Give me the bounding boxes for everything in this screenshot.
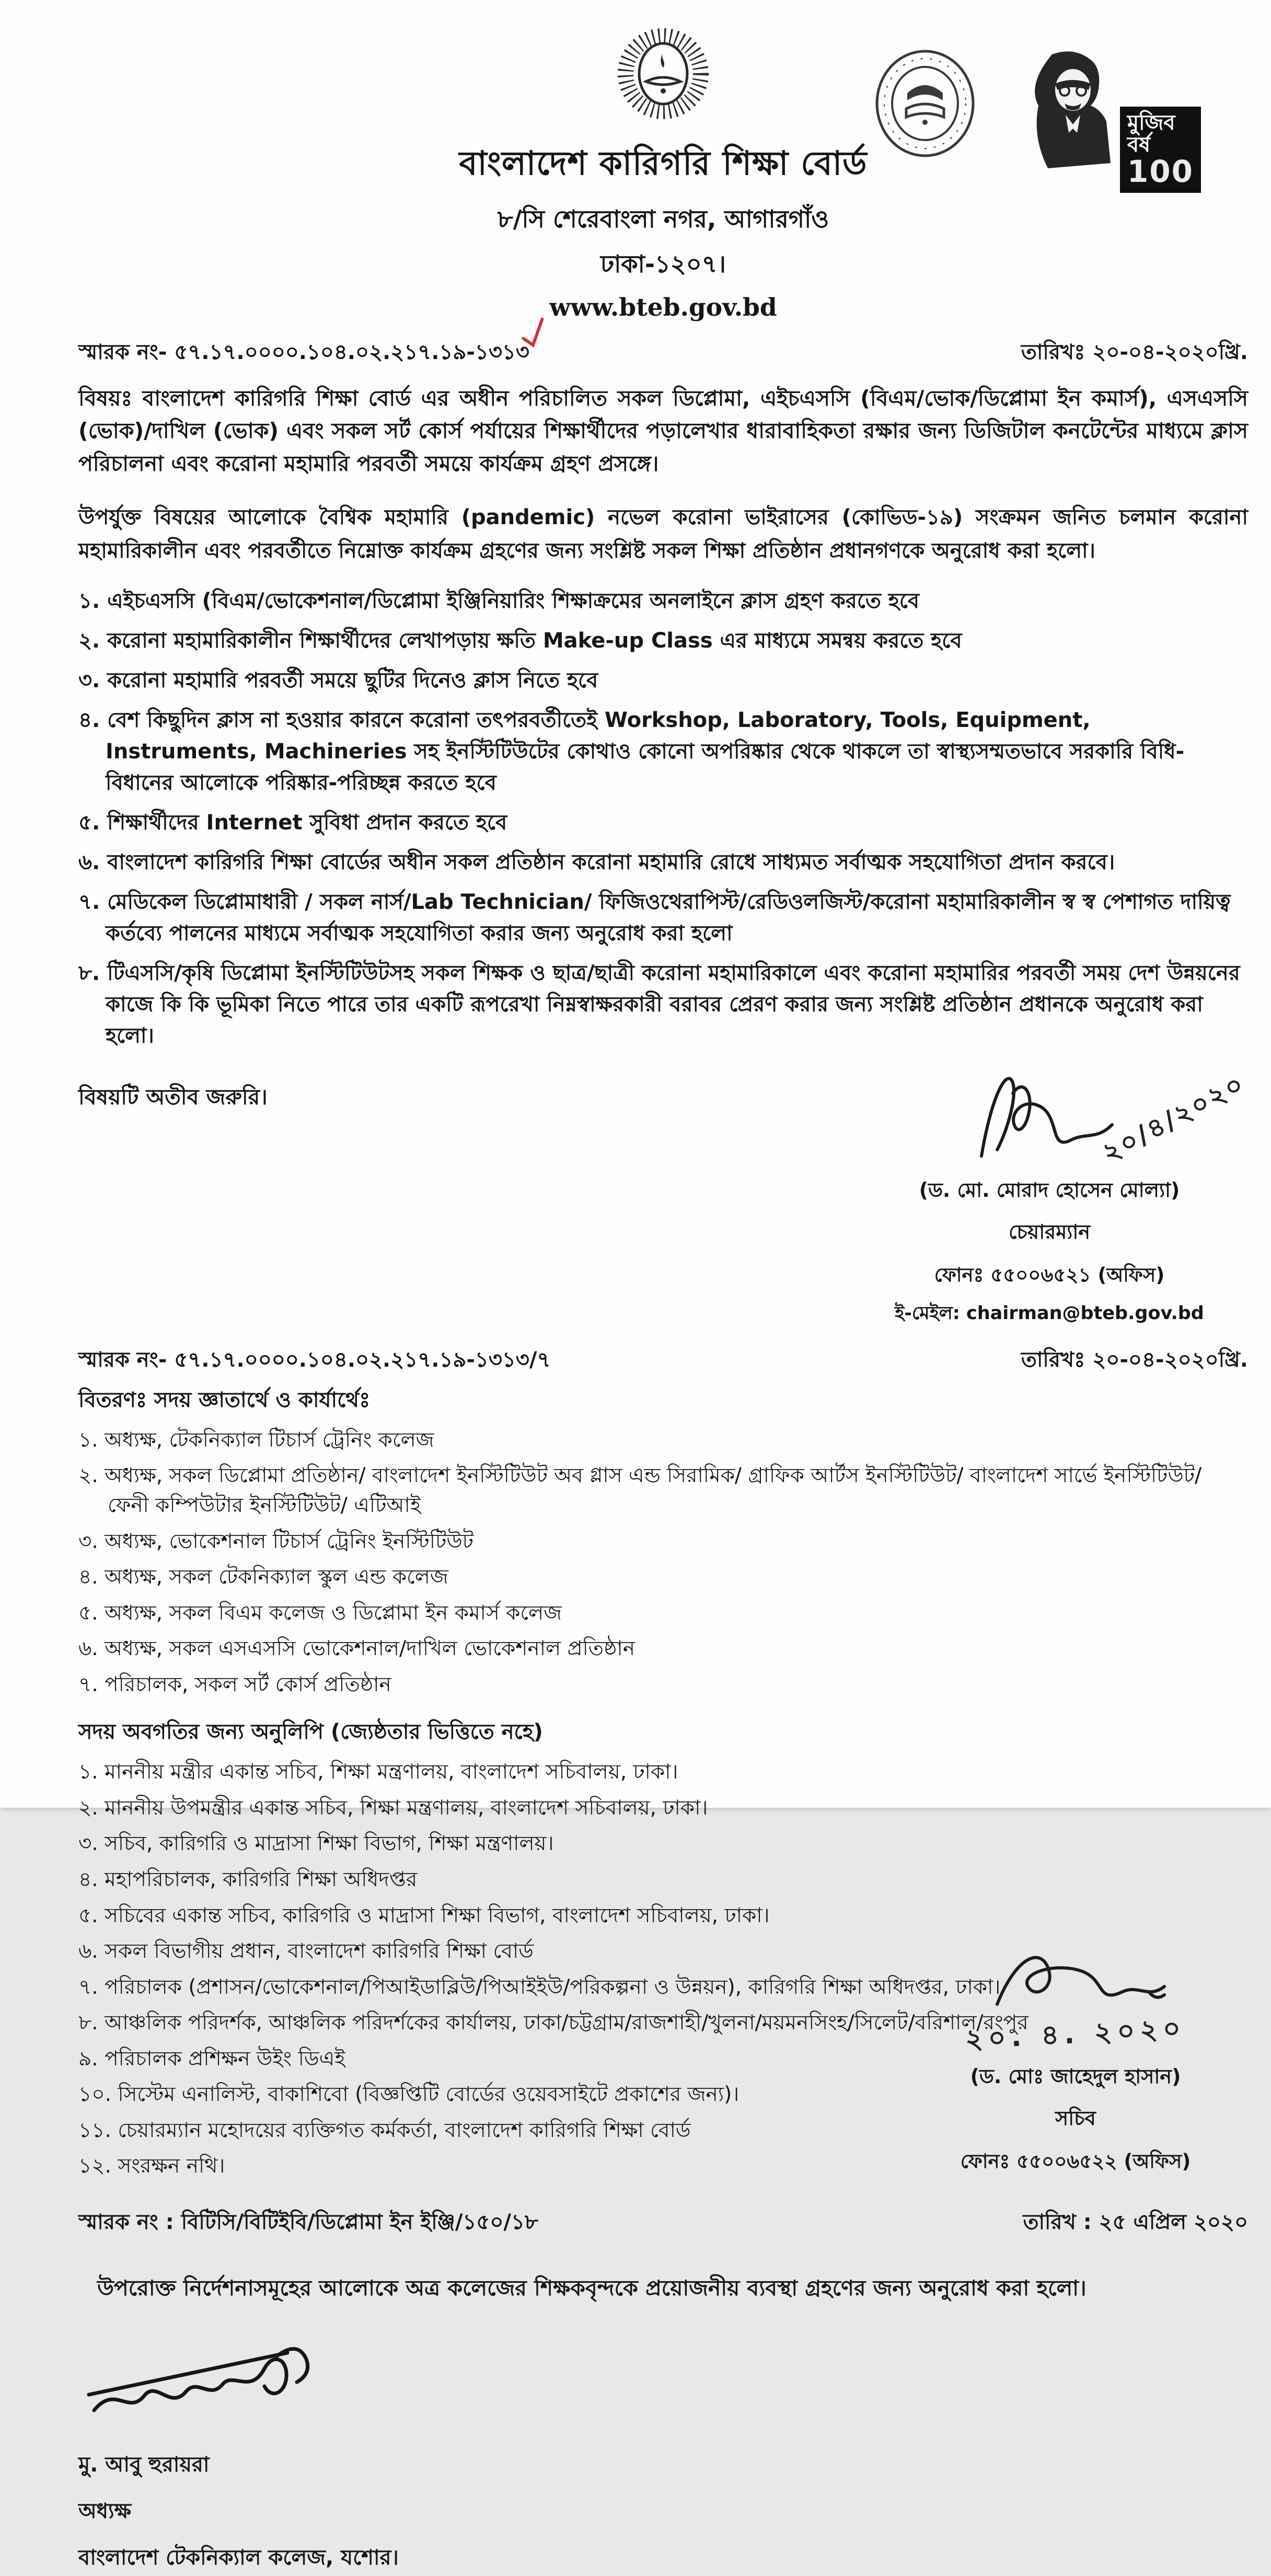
copy-item: ৬. সকল বিভাগীয় প্রধান, বাংলাদেশ কারিগরি শিক্ষা বোর্ড	[78, 1939, 534, 1963]
chairman-signature-block	[851, 1060, 1248, 1330]
mujib-borsho-logo	[1021, 45, 1201, 193]
copy-item: ১০. সিস্টেম এনালিস্ট, বাকাশিবো (বিজ্ঞপ্তিটি বোর্ডের ওয়েবসাইটে প্রকাশের জন্য)।	[78, 2083, 740, 2107]
memo-number-1-text: স্মারক নং- ৫৭.১৭.০০০০.১০৪.০২.২১৭.১৯-১৩১৩	[78, 340, 529, 364]
distribution-item: ৩. অধ্যক্ষ, ভোকেশনাল টিচার্স ট্রেনিং ইনস্টিটিউট	[78, 1529, 473, 1553]
memo-number-3: স্মারক নং : বিটিসি/বিটিইবি/ডিপ্লোমা ইন ইঞ্জি/১৫০/১৮	[78, 2210, 538, 2234]
chairman-title: চেয়ারম্যান	[1008, 1220, 1091, 1243]
secretary-name: (ড. মোঃ জাহেদুল হাসান)	[970, 2064, 1181, 2088]
mujib-borsho-label: মুজিব বর্ষ	[1127, 111, 1175, 157]
mujib-borsho-number: 100	[1127, 154, 1194, 189]
chairman-sign-zone	[78, 1060, 1248, 1330]
distribution-list	[78, 1426, 1248, 1700]
distribution-item: ১. অধ্যক্ষ, টেকনিক্যাল টিচার্স ট্রেনিং কলেজ	[78, 1428, 434, 1452]
memo-date-1: তারিখঃ ২০-০৪-২০২০খ্রি.	[1021, 340, 1248, 364]
copy-item: ৩. সচিব, কারিগরি ও মাদ্রাসা শিক্ষা বিভাগ, শিক্ষা মন্ত্রণালয়।	[78, 1832, 554, 1856]
distribution-item: ৬. অধ্যক্ষ, সকল এসএসসি ভোকেশনাল/দাখিল ভোকেশনাল প্রতিষ্ঠান	[78, 1637, 636, 1661]
distribution-heading: বিতরণঃ সদয় জ্ঞাতার্থে ও কার্যার্থেঃ	[78, 1388, 371, 1412]
memo-number-2: স্মারক নং- ৫৭.১৭.০০০০.১০৪.০২.২১৭.১৯-১৩১৩/৭	[78, 1347, 551, 1372]
secretary-phone: ফোনঃ ৫৫০০৬৫২২ (অফিস)	[960, 2150, 1191, 2173]
bteb-crest-icon	[614, 24, 713, 129]
directive-item: ৬. বাংলাদেশ কারিগরি শিক্ষা বোর্ডের অধীন সকল প্রতিষ্ঠান করোনা মহামারি রোধে সাধ্যমত সর্বাত্মক সহযোগিতা প্রদান করবে।	[78, 850, 1115, 874]
subject-line: বিষয়ঃ বাংলাদেশ কারিগরি শিক্ষা বোর্ড এর অধীন পরিচালিত সকল ডিপ্লোমা, এইচএসসি (বিএম/ভোক/ডিপ্লোমা ইন কমার্স), এসএসসি (ভোক)/দাখিল (ভোক) এবং সকল সর্ট কোর্স পর্যায়ের শিক্ষার্থীদের পড়ালেখার ধারাবাহিকতা রক্ষার জন্য ডিজিটাল কনটেন্টের মাধ্যমে ক্লাস পরিচালনা এবং করোনা মহামারি পরবর্তী সময়ে কার্যক্রম গ্রহণ প্রসঙ্গে।	[78, 386, 1248, 476]
letterhead	[78, 24, 1248, 322]
memo-date-2: তারিখঃ ২০-০৪-২০২০খ্রি.	[1021, 1347, 1248, 1372]
principal-signature-block	[78, 2332, 1248, 2576]
urgent-note: বিষয়টি অতীব জরুরি।	[78, 1084, 268, 1110]
directive-item: ৮. টিএসসি/কৃষি ডিপ্লোমা ইনস্টিটিউটসহ সকল শিক্ষক ও ছাত্র/ছাত্রী করোনা মহামারিকালে এবং করোনা মহামারির পরবর্তী সময় দেশ উন্নয়নের কাজে কি কি ভূমিকা নিতে পারে তার একটি রূপরেখা নিম্নস্বাক্ষরকারী বরাবর প্রেরণ করার জন্য সংশ্লিষ্ট প্রতিষ্ঠান প্রধানকে অনুরোধ করা হলো।	[78, 961, 1240, 1048]
copy-item: ১. মাননীয় মন্ত্রীর একান্ত সচিব, শিক্ষা মন্ত্রণালয়, বাংলাদেশ সচিবালয়, ঢাকা।	[78, 1760, 678, 1784]
principal-title: অধ্যক্ষ	[78, 2499, 132, 2523]
address-line-1: ৮/সি শেরেবাংলা নগর, আগারগাঁও	[497, 205, 829, 233]
copies-zone	[78, 1715, 1248, 2240]
mujib-portrait-icon	[1021, 45, 1120, 170]
memo-number-1	[78, 336, 529, 371]
memo-row-2	[78, 1343, 1248, 1378]
directive-item: ২. করোনা মহামারিকালীন শিক্ষার্থীদের লেখাপড়ায় ক্ষতি Make-up Class এর মাধ্যমে সমন্বয় করতে হবে	[78, 628, 962, 653]
red-tick-mark-icon	[517, 318, 549, 349]
chairman-name: (ড. মো. মোরাদ হোসেন মোল্যা)	[919, 1178, 1180, 1202]
principal-name: মু. আবু হুরায়রা	[78, 2452, 210, 2477]
chairman-signature	[851, 1062, 1248, 1172]
copy-item: ১২. সংরক্ষন নথি।	[78, 2154, 225, 2178]
directive-item: ৪. বেশ কিছুদিন ক্লাস না হওয়ার কারনে করোনা তৎপরবর্তীতেই Workshop, Laboratory, Tools, Equipment, Instruments, Machineries সহ ইনস্টিটিউটের কোথাও কোনো অপরিষ্কার থেকে থাকলে তা স্বাস্থ্যসম্মতভাবে সরকারি বিধি-বিধানের আলোকে পরিষ্কার-পরিচ্ছন্ন করতে হবে	[78, 708, 1185, 795]
secretary-signature-block	[908, 1942, 1243, 2179]
address-line-2: ঢাকা-১২০৭।	[600, 250, 726, 278]
college-note: উপরোক্ত নির্দেশনাসমূহের আলোকে অত্র কলেজের শিক্ষকবৃন্দকে প্রয়োজনীয় ব্যবস্থা গ্রহণের জন্য অনুরোধ করা হলো।	[97, 2275, 1087, 2301]
copy-item: ৯. পরিচালক প্রশিক্ষন উইং ডিএই	[78, 2047, 345, 2071]
copy-item: ৮. আঞ্চলিক পরিদর্শক, আঞ্চলিক পরিদর্শকের কার্যালয়, ঢাকা/চট্টগ্রাম/রাজশাহী/খুলনা/ময়মনসিংহ/সিলেট/বরিশাল/রংপুর	[78, 2011, 1029, 2035]
directives-list	[78, 585, 1248, 1052]
header-right-logos	[866, 45, 1201, 193]
distribution-item: ২. অধ্যক্ষ, সকল ডিপ্লোমা প্রতিষ্ঠান/ বাংলাদেশ ইনস্টিটিউট অব গ্লাস এন্ড সিরামিক/ গ্রাফিক আর্টস ইনস্টিটিউট/ বাংলাদেশ সার্ভে ইনস্টিটিউট/ ফেনী কম্পিউটার ইনস্টিটিউট/ এটিআই	[78, 1464, 1202, 1518]
principal-signature-scrawl-icon	[78, 2332, 350, 2436]
memo-row-3	[78, 2205, 1248, 2240]
copy-item: ২. মাননীয় উপমন্ত্রীর একান্ত সচিব, শিক্ষা মন্ত্রণালয়, বাংলাদেশ সচিবালয়, ঢাকা।	[78, 1796, 708, 1820]
copy-item: ৭. পরিচালক (প্রশাসন/ভোকেশনাল/পিআইডাব্লিউ/পিআইইউ/পরিকল্পনা ও উন্নয়ন), কারিগরি শিক্ষা অধিদপ্তর, ঢাকা।	[78, 1975, 1001, 1999]
copy-item: ৪. মহাপরিচালক, কারিগরি শিক্ষা অধিদপ্তর	[78, 1867, 418, 1891]
copies-heading: সদয় অবগতির জন্য অনুলিপি (জ্যেষ্ঠতার ভিত্তিতে নহে)	[78, 1720, 543, 1745]
memo-row-1	[78, 336, 1248, 371]
website-text: www.bteb.gov.bd	[549, 293, 777, 322]
chairman-email: ই-মেইল: chairman@bteb.gov.bd	[895, 1302, 1204, 1324]
copy-item: ১১. চেয়ারম্যান মহোদয়ের ব্যক্তিগত কর্মকর্তা, বাংলাদেশ কারিগরি শিক্ষা বোর্ড	[78, 2118, 691, 2142]
directive-item: ৫. শিক্ষার্থীদের Internet সুবিধা প্রদান করতে হবে	[78, 810, 507, 835]
intro-paragraph: উপর্যুক্ত বিষয়ের আলোকে বৈশ্বিক মহামারি (pandemic) নভেল করোনা ভাইরাসের (কোভিড-১৯) সংক্রমন জনিত চলমান করোনা মহামারিকালীন এবং পরবর্তীতে নিম্নোক্ত কার্যক্রম গ্রহণের জন্য সংশ্লিষ্ট সকল শিক্ষা প্রতিষ্ঠান প্রধানগণকে অনুরোধ করা হলো।	[78, 505, 1248, 563]
secretary-handwritten-date: ২০. ৪. ২০২০	[964, 2012, 1187, 2055]
distribution-item: ৪. অধ্যক্ষ, সকল টেকনিক্যাল স্কুল এন্ড কলেজ	[78, 1565, 448, 1589]
principal-org: বাংলাদেশ টেকনিক্যাল কলেজ, যশোর।	[78, 2545, 399, 2570]
mujib-borsho-wordmark	[1120, 107, 1201, 193]
directive-item: ১. এইচএসসি (বিএম/ভোকেশনাল/ডিপ্লোমা ইঞ্জিনিয়ারিং শিক্ষাক্রমের অনলাইনে ক্লাস গ্রহণ করতে হবে	[78, 588, 920, 613]
distribution-item: ৭. পরিচালক, সকল সর্ট কোর্স প্রতিষ্ঠান	[78, 1672, 391, 1696]
copy-item: ৫. সচিবের একান্ত সচিব, কারিগরি ও মাদ্রাসা শিক্ষা বিভাগ, বাংলাদেশ সচিবালয়, ঢাকা।	[78, 1903, 770, 1927]
memo-date-3: তারিখ : ২৫ এপ্রিল ২০২০	[1023, 2210, 1248, 2234]
chairman-handwritten-date: ২০/৪/২০২০	[1097, 1068, 1250, 1169]
org-name: বাংলাদেশ কারিগরি শিক্ষা বোর্ড	[459, 144, 868, 182]
directive-item: ৭. মেডিকেল ডিপ্লোমাধারী / সকল নার্স/Lab Technician/ ফিজিওথেরাপিস্ট/রেডিওলজিস্ট/করোনা মহামারিকালীন স্ব স্ব পেশাগত দায়িত্ব কর্তব্যে পালনের মাধ্যমে সর্বাত্মক সহযোগিতা করার জন্য অনুরোধ করা হলো	[78, 890, 1231, 945]
secretary-title: সচিব	[1055, 2106, 1096, 2130]
chairman-phone: ফোনঃ ৫৫০০৬৫২১ (অফিস)	[934, 1263, 1165, 1286]
distribution-item: ৫. অধ্যক্ষ, সকল বিএম কলেজ ও ডিপ্লোমা ইন কমার্স কলেজ	[78, 1601, 562, 1625]
board-round-seal-icon	[866, 45, 984, 168]
directive-item: ৩. করোনা মহামারি পরবর্তী সময়ে ছুটির দিনেও ক্লাস নিতে হবে	[78, 668, 598, 692]
